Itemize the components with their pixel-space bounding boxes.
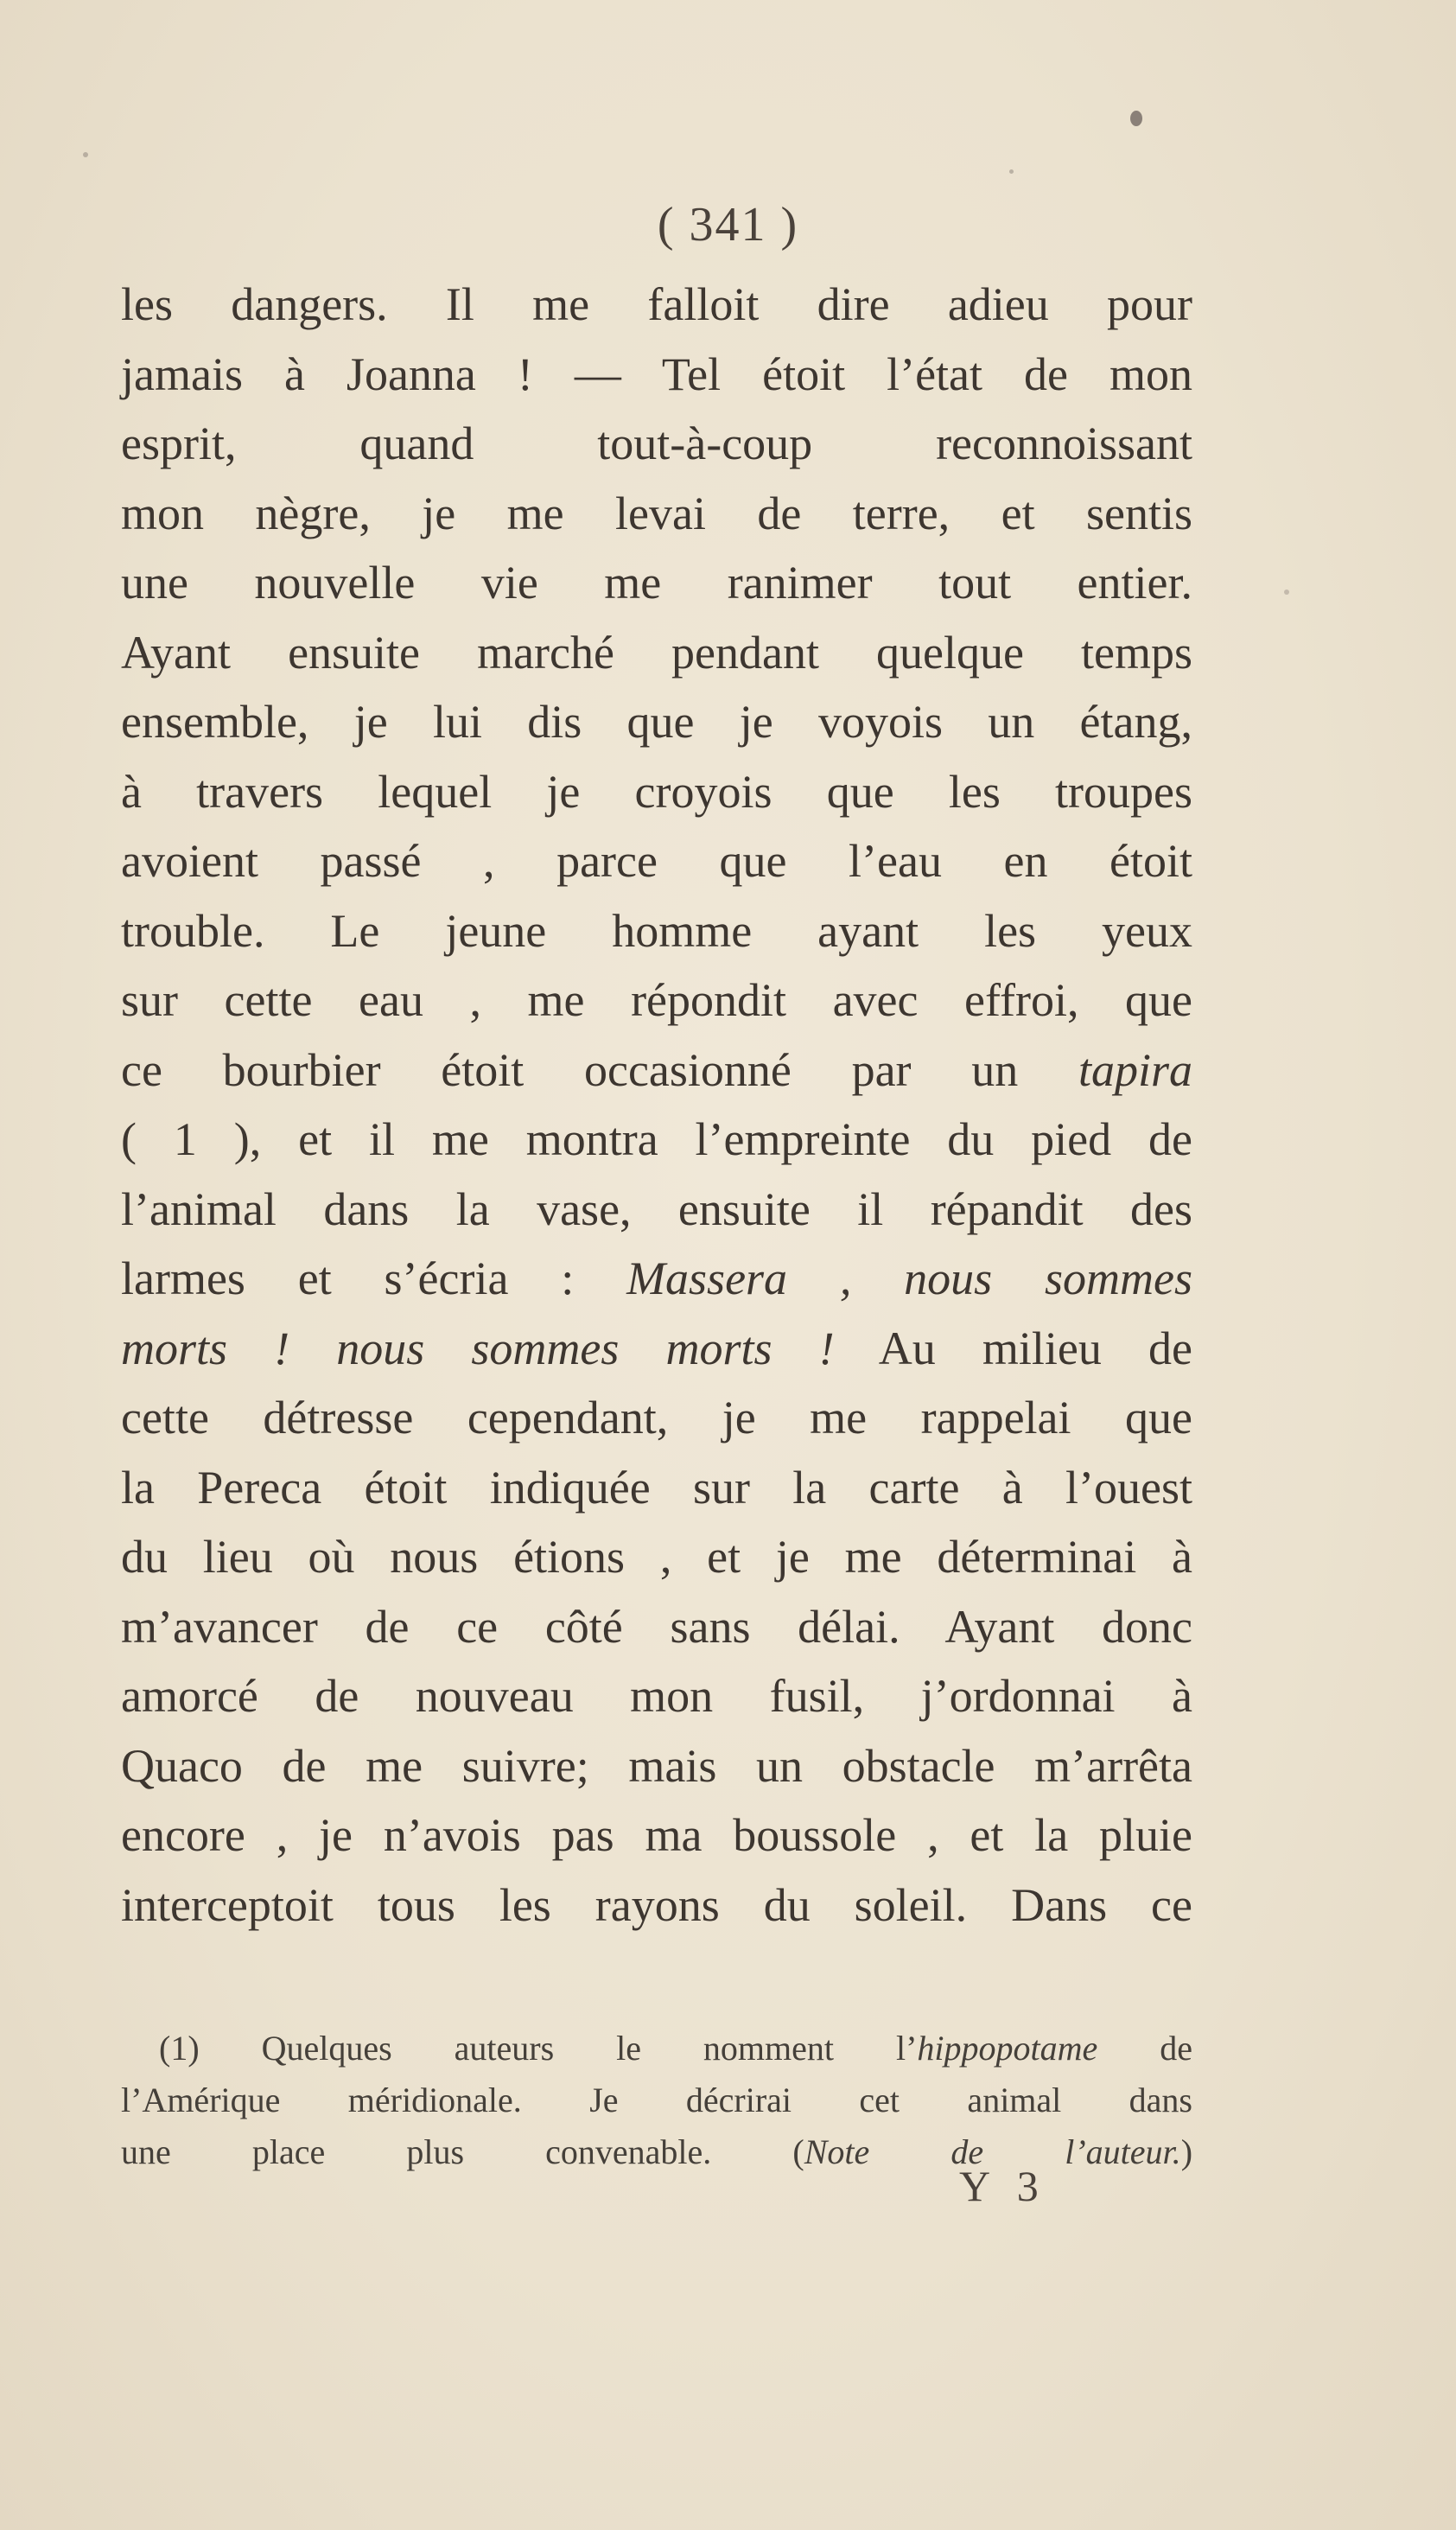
italic-text: morts ! nous sommes morts ! — [121, 1322, 835, 1374]
text-segment: m’avancer de ce côté sans délai. Ayant donc — [121, 1600, 1192, 1653]
text-line — [121, 1105, 1192, 1175]
text-segment: mon nègre, je me levai de terre, et sentis — [121, 487, 1192, 539]
ink-spot — [1284, 589, 1289, 595]
ink-spot — [1130, 111, 1142, 126]
text-segment: une nouvelle vie me ranimer tout entier. — [121, 557, 1192, 609]
italic-text: Note de l’auteur. — [804, 2132, 1181, 2171]
text-segment: Ayant ensuite marché pendant quelque temps — [121, 626, 1192, 679]
footnote-line — [121, 2074, 1192, 2126]
footnote — [121, 2023, 1192, 2178]
text-line — [121, 618, 1192, 688]
text-segment: du lieu où nous étions , et je me déterminai à — [121, 1531, 1192, 1583]
text-segment: (1) Quelques auteurs le nomment l’ — [159, 2029, 918, 2068]
ink-spot — [83, 152, 88, 157]
signature-mark: Y 3 — [959, 2162, 1047, 2210]
text-segment: encore , je n’avois pas ma boussole , et la pluie — [121, 1809, 1192, 1861]
footnote-line — [121, 2023, 1192, 2074]
text-segment: interceptoit tous les rayons du soleil. Dans ce — [121, 1878, 1192, 1931]
text-segment: les dangers. Il me falloit dire adieu pour — [121, 278, 1192, 330]
text-segment: ( 1 ), et il me montra l’empreinte du pied de — [121, 1113, 1192, 1165]
text-line — [121, 270, 1192, 340]
italic-text: hippopotame — [917, 2029, 1098, 2068]
body-text — [121, 270, 1192, 1940]
text-line — [121, 757, 1192, 827]
text-line — [121, 1800, 1192, 1870]
text-line — [121, 1870, 1192, 1941]
text-line — [121, 479, 1192, 549]
text-segment: l’Amérique méridionale. Je décrirai cet animal dans — [121, 2081, 1192, 2119]
text-line — [121, 1314, 1192, 1384]
text-line — [121, 1453, 1192, 1523]
text-segment: trouble. Le jeune homme ayant les yeux — [121, 904, 1192, 957]
text-line — [121, 1522, 1192, 1592]
page-number-header: ( 341 ) — [657, 198, 799, 252]
text-segment: sur cette eau , me répondit avec effroi, que — [121, 974, 1192, 1026]
text-line — [121, 1592, 1192, 1662]
text-line — [121, 1036, 1192, 1106]
text-line — [121, 896, 1192, 966]
text-segment: Au milieu de — [834, 1322, 1192, 1374]
text-segment: ) — [1180, 2132, 1193, 2171]
text-line — [121, 1661, 1192, 1731]
text-segment: une place plus convenable. ( — [121, 2132, 804, 2171]
text-segment: avoient passé , parce que l’eau en étoit — [121, 835, 1192, 887]
text-segment: de — [1097, 2029, 1192, 2068]
italic-text: Massera , nous sommes — [626, 1252, 1192, 1304]
text-segment: la Pereca étoit indiquée sur la carte à l’ouest — [121, 1461, 1192, 1514]
text-line — [121, 826, 1192, 896]
text-line — [121, 1244, 1192, 1314]
text-segment: larmes et s’écria : — [121, 1252, 627, 1304]
text-segment: esprit, quand tout-à-coup reconnoissant — [121, 417, 1192, 469]
text-line — [121, 409, 1192, 479]
text-segment: jamais à Joanna ! — Tel étoit l’état de mon — [121, 347, 1192, 400]
text-segment: Quaco de me suivre; mais un obstacle m’arrêta — [121, 1739, 1192, 1792]
text-line — [121, 1175, 1192, 1245]
text-segment: ce bourbier étoit occasionné par un — [121, 1043, 1078, 1096]
text-segment: l’animal dans la vase, ensuite il répandit des — [121, 1182, 1192, 1235]
text-line — [121, 1383, 1192, 1453]
italic-text: tapira — [1078, 1043, 1192, 1096]
text-segment: à travers lequel je croyois que les troupes — [121, 765, 1192, 818]
text-line — [121, 340, 1192, 410]
ink-spot — [1009, 169, 1014, 174]
text-line — [121, 548, 1192, 618]
text-line — [121, 1731, 1192, 1801]
text-segment: ensemble, je lui dis que je voyois un étang, — [121, 696, 1192, 748]
text-segment: amorcé de nouveau mon fusil, j’ordonnai à — [121, 1670, 1192, 1722]
text-line — [121, 965, 1192, 1036]
text-segment: cette détresse cependant, je me rappelai que — [121, 1392, 1192, 1443]
text-line — [121, 687, 1192, 757]
